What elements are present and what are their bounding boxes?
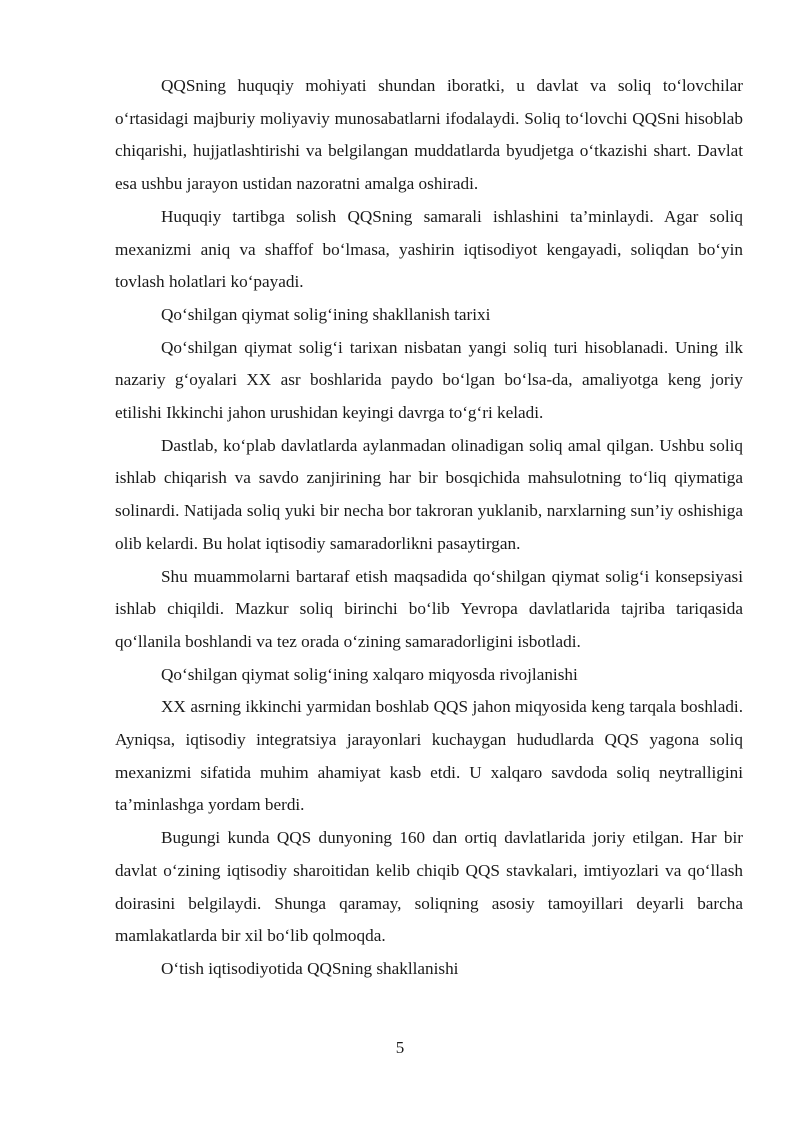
- document-body: [115, 70, 743, 986]
- paragraph: QQSning huquqiy mohiyati shundan iboratki, u davlat va soliq to‘lovchilar o‘rtasidagi majburiy moliyaviy munosabatlarni ifodalaydi. Soliq to‘lovchi QQSni hisoblab chiqarishi, hujjatlashtirishi va belgilangan muddatlarda byudjetga o‘tkazishi shart. Davlat esa ushbu jarayon ustidan nazoratni amalga oshiradi.: [115, 76, 743, 194]
- section-heading: Qo‘shilgan qiymat solig‘ining xalqaro miqyosda rivojlanishi: [161, 664, 578, 684]
- paragraph: Qo‘shilgan qiymat solig‘i tarixan nisbatan yangi soliq turi hisoblanadi. Uning ilk nazariy g‘oyalari XX asr boshlarida paydo bo‘lgan bo‘lsa-da, amaliyotga keng joriy etilishi Ikkinchi jahon urushidan keyingi davrga to‘g‘ri keladi.: [115, 337, 743, 423]
- section-heading: Qo‘shilgan qiymat solig‘ining shakllanish tarixi: [161, 304, 491, 324]
- paragraph: Bugungi kunda QQS dunyoning 160 dan ortiq davlatlarida joriy etilgan. Har bir davlat o‘zining iqtisodiy sharoitidan kelib chiqib QQS stavkalari, imtiyozlari va qo‘llash doirasini belgilaydi. Shunga qaramay, soliqning asosiy tamoyillari deyarli barcha mamlakatlarda bir xil bo‘lib qolmoqda.: [115, 828, 743, 946]
- paragraph: Shu muammolarni bartaraf etish maqsadida qo‘shilgan qiymat solig‘i konsepsiyasi ishlab chiqildi. Mazkur soliq birinchi bo‘lib Yevropa davlatlarida tajriba tariqasida qo‘llanila boshlandi va tez orada o‘zining samaradorligini isbotladi.: [115, 566, 743, 651]
- section-heading: O‘tish iqtisodiyotida QQSning shakllanishi: [161, 958, 459, 978]
- paragraph: Huquqiy tartibga solish QQSning samarali ishlashini ta’minlaydi. Agar soliq mexanizmi aniq va shaffof bo‘lmasa, yashirin iqtisodiyot kengayadi, soliqdan bo‘yin tovlash holatlari ko‘payadi.: [115, 206, 743, 292]
- paragraph: Dastlab, ko‘plab davlatlarda aylanmadan olinadigan soliq amal qilgan. Ushbu soliq ishlab chiqarish va savdo zanjirining har bir bosqichida mahsulotning to‘liq qiymatiga solinardi. Natijada soliq yuki bir necha bor takroran yuklanib, narxlarning sun’iy oshishiga olib kelardi. Bu holat iqtisodiy samaradorlikni pasaytirgan.: [115, 435, 743, 553]
- paragraph: XX asrning ikkinchi yarmidan boshlab QQS jahon miqyosida keng tarqala boshladi. Ayniqsa, iqtisodiy integratsiya jarayonlari kuchaygan hududlarda QQS yagona soliq mexanizmi sifatida muhim ahamiyat kasb etdi. U xalqaro savdoda soliq neytralligini ta’minlashga yordam berdi.: [115, 697, 743, 815]
- page-number: 5: [395, 1038, 405, 1057]
